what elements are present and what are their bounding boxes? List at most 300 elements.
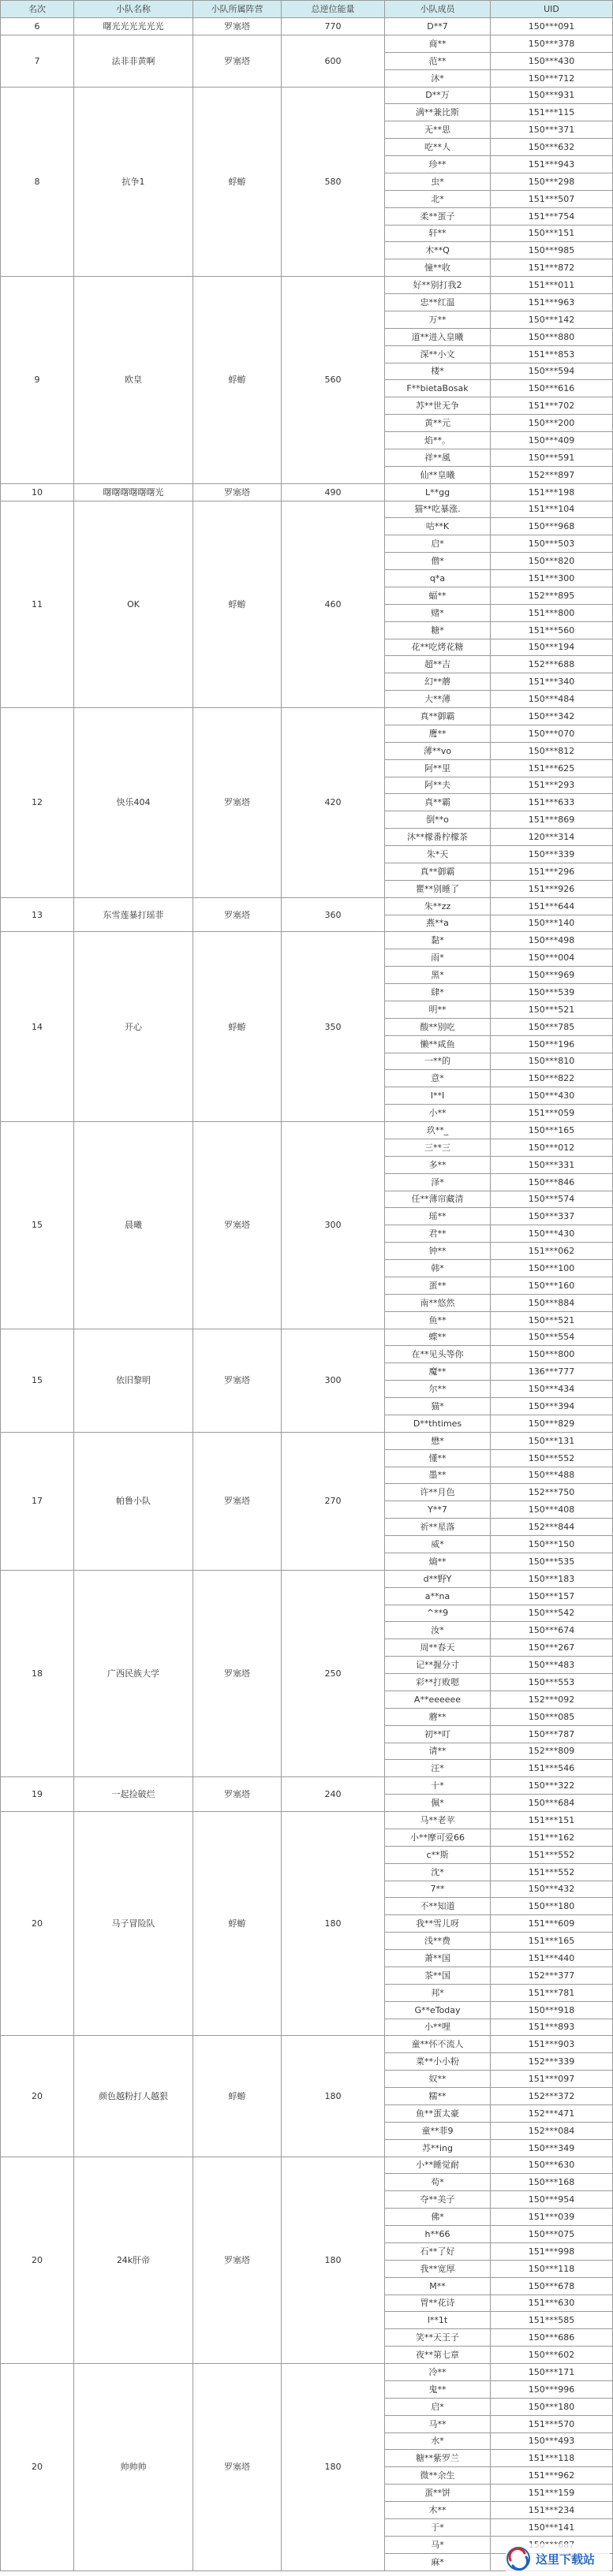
rank-cell: 15 [1, 1122, 74, 1329]
member-uid-cell: 150***322 [491, 1777, 613, 1795]
member-uid-cell: 150***267 [491, 1639, 613, 1657]
member-uid-cell: 152***339 [491, 2053, 613, 2071]
member-uid-cell: 150***594 [491, 363, 613, 381]
member-uid-cell: 151***998 [491, 2243, 613, 2261]
member-uid-cell: 151***926 [491, 881, 613, 898]
member-name-cell: 彩**打败嗯 [385, 1674, 491, 1691]
member-name-cell: 糖* [385, 622, 491, 639]
rank-cell: 19 [1, 1777, 74, 1812]
member-name-cell: 小** [385, 1105, 491, 1122]
member-name-cell: 楼* [385, 363, 491, 381]
member-uid-cell: 150***574 [491, 1191, 613, 1209]
team-name-cell: 一起捡破烂 [74, 1777, 193, 1812]
member-name-cell: 黄**元 [385, 415, 491, 432]
rank-cell: 9 [1, 277, 74, 484]
member-uid-cell: 150***829 [491, 1415, 613, 1433]
rank-cell: 7 [1, 35, 74, 88]
member-uid-cell: 150***553 [491, 1674, 613, 1691]
member-name-cell: 柔**蛋子 [385, 208, 491, 226]
member-uid-cell: 151***781 [491, 1985, 613, 2002]
member-name-cell: 瑶** [385, 1208, 491, 1225]
energy-cell: 560 [282, 277, 385, 484]
energy-cell: 270 [282, 1433, 385, 1571]
rank-cell: 20 [1, 2036, 74, 2157]
member-uid-cell: 151***800 [491, 605, 613, 622]
member-name-cell: 韩* [385, 1260, 491, 1277]
member-uid-cell: 150***521 [491, 1312, 613, 1329]
camp-cell: 蜉蝣 [193, 1812, 282, 2036]
member-uid-cell: 150***394 [491, 1398, 613, 1415]
member-uid-cell: 150***157 [491, 1588, 613, 1605]
member-name-cell: 真**御霸 [385, 863, 491, 881]
member-name-cell: 沐* [385, 70, 491, 88]
member-uid-cell: 150***542 [491, 1605, 613, 1623]
member-uid-cell: 150***100 [491, 1260, 613, 1277]
member-uid-cell: 151***853 [491, 346, 613, 363]
member-name-cell: 酸**别吃 [385, 1019, 491, 1036]
member-name-cell: 笑**天王子 [385, 2329, 491, 2347]
member-uid-cell: 150***812 [491, 743, 613, 760]
member-name-cell: 茶**国 [385, 1967, 491, 1985]
energy-cell: 460 [282, 501, 385, 709]
member-name-cell: 薄**vo [385, 743, 491, 760]
member-name-cell: 夺**美子 [385, 2191, 491, 2209]
member-uid-cell: 150***091 [491, 18, 613, 35]
member-uid-cell: 152***688 [491, 656, 613, 673]
camp-cell: 罗塞塔 [193, 898, 282, 933]
member-name-cell: 麻* [385, 2554, 491, 2571]
member-uid-cell: 150***150 [491, 1536, 613, 1553]
member-name-cell: 朱**zz [385, 898, 491, 915]
member-uid-cell: 151***609 [491, 1915, 613, 1933]
member-name-cell: 焰**。 [385, 432, 491, 449]
header-uid: UID [491, 1, 613, 18]
team-name-cell: 曙光光光光光光 [74, 18, 193, 35]
member-uid-cell: 150***552 [491, 1450, 613, 1467]
member-uid-cell: 150***180 [491, 2399, 613, 2416]
member-uid-cell: 150***822 [491, 1070, 613, 1087]
member-name-cell: 意* [385, 1070, 491, 1087]
member-name-cell: 童**怀不流人 [385, 2036, 491, 2053]
member-name-cell: D**thtimes [385, 1415, 491, 1433]
energy-cell: 180 [282, 2364, 385, 2571]
team-name-cell: 帕鲁小队 [74, 1433, 193, 1571]
energy-cell: 250 [282, 1571, 385, 1778]
member-name-cell: 一**的 [385, 1053, 491, 1071]
member-uid-cell: 150***678 [491, 2278, 613, 2295]
member-name-cell: 黏* [385, 932, 491, 949]
member-name-cell: 汪* [385, 1760, 491, 1777]
member-uid-cell: 150***800 [491, 1346, 613, 1363]
camp-cell: 罗塞塔 [193, 1571, 282, 1778]
member-name-cell: 真**霸 [385, 794, 491, 811]
camp-cell: 罗塞塔 [193, 2157, 282, 2365]
energy-cell: 350 [282, 932, 385, 1122]
member-uid-cell: 151***234 [491, 2502, 613, 2519]
member-name-cell: 鱼** [385, 1312, 491, 1329]
member-uid-cell: 150***141 [491, 2519, 613, 2537]
team-name-cell: 颜色越粉打人越狠 [74, 2036, 193, 2157]
member-name-cell: 小**哩 [385, 2019, 491, 2037]
member-uid-cell: 151***633 [491, 794, 613, 811]
member-uid-cell: 150***409 [491, 432, 613, 449]
member-uid-cell: 150***194 [491, 639, 613, 657]
member-uid-cell: 150***591 [491, 449, 613, 467]
member-name-cell: 幻**蘑 [385, 673, 491, 691]
member-name-cell: 浅**费 [385, 1933, 491, 1950]
member-uid-cell: 150***632 [491, 139, 613, 156]
member-name-cell: 明** [385, 1001, 491, 1019]
member-name-cell: 沈* [385, 1864, 491, 1881]
member-uid-cell: 150***131 [491, 1433, 613, 1450]
team-name-cell: 广西民族大学 [74, 1571, 193, 1778]
camp-cell: 蜉蝣 [193, 2036, 282, 2157]
member-name-cell: 朱*天 [385, 846, 491, 863]
member-uid-cell: 136***777 [491, 1363, 613, 1381]
member-uid-cell: 150***985 [491, 242, 613, 259]
member-uid-cell: 151***625 [491, 760, 613, 777]
member-name-cell: 猫**吃暴涨. [385, 501, 491, 519]
member-name-cell: c**斯 [385, 1847, 491, 1864]
member-name-cell: 许**月色 [385, 1484, 491, 1501]
member-name-cell: d**野Y [385, 1571, 491, 1588]
member-uid-cell: 151***893 [491, 2019, 613, 2037]
energy-cell: 180 [282, 2157, 385, 2365]
member-uid-cell: 150***142 [491, 311, 613, 329]
rank-cell: 20 [1, 1812, 74, 2036]
member-name-cell: 尔** [385, 1381, 491, 1398]
rank-cell: 8 [1, 88, 74, 278]
member-name-cell: 苏**世无争 [385, 397, 491, 415]
member-uid-cell: 151***560 [491, 622, 613, 639]
member-name-cell: 初**叮 [385, 1726, 491, 1743]
member-name-cell: 汝* [385, 1622, 491, 1639]
member-uid-cell: 152***750 [491, 1484, 613, 1501]
member-uid-cell: 150***183 [491, 1571, 613, 1588]
camp-cell: 蜉蝣 [193, 932, 282, 1122]
member-uid-cell: 150***616 [491, 380, 613, 397]
member-name-cell: 微**余生 [385, 2467, 491, 2485]
energy-cell: 490 [282, 484, 385, 501]
member-name-cell: 君** [385, 1225, 491, 1243]
member-uid-cell: 150***378 [491, 35, 613, 53]
member-uid-cell: 151***943 [491, 156, 613, 173]
member-name-cell: 马* [385, 2537, 491, 2554]
member-uid-cell: 150***337 [491, 1208, 613, 1225]
member-name-cell: 赌* [385, 605, 491, 622]
camp-cell: 罗塞塔 [193, 35, 282, 88]
camp-cell: 蜉蝣 [193, 277, 282, 484]
member-uid-cell: 151***151 [491, 1812, 613, 1829]
member-uid-cell: 150***070 [491, 725, 613, 743]
member-name-cell: 吃**人 [385, 139, 491, 156]
member-uid-cell: 150***200 [491, 415, 613, 432]
energy-cell: 300 [282, 1329, 385, 1433]
member-uid-cell: 151***340 [491, 673, 613, 691]
member-uid-cell: 150***602 [491, 2347, 613, 2364]
member-name-cell: 真**御霸 [385, 708, 491, 725]
rank-cell: 10 [1, 484, 74, 501]
member-uid-cell: 152***895 [491, 587, 613, 605]
member-uid-cell: 150***810 [491, 1053, 613, 1071]
camp-cell: 罗塞塔 [193, 18, 282, 35]
energy-cell: 240 [282, 1777, 385, 1812]
team-name-cell: OK [74, 501, 193, 709]
member-uid-cell: 150***430 [491, 1087, 613, 1105]
member-name-cell: h**66 [385, 2226, 491, 2243]
header-camp: 小队所属阵营 [193, 1, 282, 18]
member-name-cell: 虫* [385, 173, 491, 191]
member-name-cell: 珍** [385, 156, 491, 173]
member-uid-cell: 151***300 [491, 570, 613, 587]
logo-swirl-icon [506, 2546, 531, 2571]
team-name-cell: 东雪莲暴打瑶菲 [74, 898, 193, 933]
member-name-cell: 肆* [385, 984, 491, 1001]
member-uid-cell: 151***162 [491, 1829, 613, 1847]
member-name-cell: 在**见头等你 [385, 1346, 491, 1363]
team-name-cell: 开心 [74, 932, 193, 1122]
energy-cell: 420 [282, 708, 385, 898]
member-name-cell: 北* [385, 191, 491, 208]
member-uid-cell: 151***962 [491, 2467, 613, 2485]
member-uid-cell: 150***004 [491, 949, 613, 967]
rank-cell: 13 [1, 898, 74, 933]
member-name-cell: 邦* [385, 1985, 491, 2002]
member-name-cell: 咕**K [385, 518, 491, 535]
rank-cell: 6 [1, 18, 74, 35]
member-uid-cell: 151***630 [491, 2295, 613, 2313]
member-uid-cell: 150***434 [491, 1381, 613, 1398]
member-uid-cell: 150***160 [491, 1277, 613, 1295]
member-name-cell: ^**9 [385, 1605, 491, 1623]
member-uid-cell: 151***872 [491, 259, 613, 277]
member-uid-cell: 151***546 [491, 1760, 613, 1777]
member-name-cell: 燕**a [385, 915, 491, 933]
member-name-cell: 石**了好 [385, 2243, 491, 2261]
member-uid-cell: 150***180 [491, 1898, 613, 1915]
rank-cell: 15 [1, 1329, 74, 1433]
member-uid-cell: 150***171 [491, 2364, 613, 2381]
member-name-cell: 无**思 [385, 121, 491, 139]
member-uid-cell: 151***963 [491, 294, 613, 311]
camp-cell: 罗塞塔 [193, 1122, 282, 1329]
member-name-cell: 不**知道 [385, 1898, 491, 1915]
member-name-cell: 蘑** [385, 1709, 491, 1726]
team-name-cell: 帅帅帅 [74, 2364, 193, 2571]
member-uid-cell: 150***196 [491, 1036, 613, 1053]
member-uid-cell: 150***880 [491, 329, 613, 346]
member-name-cell: G**eToday [385, 2002, 491, 2019]
member-uid-cell: 152***471 [491, 2105, 613, 2123]
member-name-cell: 深**小文 [385, 346, 491, 363]
member-name-cell: 萧**国 [385, 1950, 491, 1967]
member-uid-cell: 150***488 [491, 1467, 613, 1485]
header-energy: 总逆位能量 [282, 1, 385, 18]
team-name-cell: 快乐404 [74, 708, 193, 898]
member-name-cell: 十* [385, 1777, 491, 1795]
member-name-cell: 花**吃烤花糖 [385, 639, 491, 657]
member-uid-cell: 150***712 [491, 70, 613, 88]
member-name-cell: I**I [385, 1087, 491, 1105]
member-uid-cell: 150***371 [491, 121, 613, 139]
member-name-cell: 任**薄帘藏清 [385, 1191, 491, 1209]
team-name-cell: 曙曙曙曙曙曙光 [74, 484, 193, 501]
member-name-cell: 启* [385, 535, 491, 553]
member-name-cell: M** [385, 2278, 491, 2295]
member-uid-cell: 150***168 [491, 2174, 613, 2191]
member-name-cell: 童**菲9 [385, 2123, 491, 2140]
member-uid-cell: 150***684 [491, 1795, 613, 1812]
member-name-cell: 马** [385, 2416, 491, 2433]
member-uid-cell: 150***954 [491, 2191, 613, 2209]
member-uid-cell: 151***296 [491, 863, 613, 881]
member-uid-cell: 150***085 [491, 1709, 613, 1726]
member-name-cell: 胃**花诗 [385, 2295, 491, 2313]
watermark-text: 这里下载站 [536, 2552, 596, 2567]
member-name-cell: 玖**_ [385, 1122, 491, 1139]
rank-cell: 17 [1, 1433, 74, 1571]
member-uid-cell: 152***809 [491, 1743, 613, 1761]
member-name-cell: 满**兼比斯 [385, 104, 491, 121]
member-uid-cell: 151***165 [491, 1933, 613, 1950]
energy-cell: 180 [282, 2036, 385, 2157]
member-uid-cell: 150***918 [491, 2002, 613, 2019]
member-uid-cell: 151***059 [491, 1105, 613, 1122]
member-name-cell: 僧* [385, 553, 491, 570]
member-uid-cell: 150***969 [491, 967, 613, 984]
member-name-cell: 阿**夫 [385, 777, 491, 795]
member-uid-cell: 150***498 [491, 932, 613, 949]
member-name-cell: 泽* [385, 1174, 491, 1191]
member-uid-cell: 150***674 [491, 1622, 613, 1639]
member-name-cell: 木** [385, 2502, 491, 2519]
member-uid-cell: 151***198 [491, 484, 613, 501]
member-name-cell: a**na [385, 1588, 491, 1605]
member-uid-cell: 152***844 [491, 1519, 613, 1536]
member-name-cell: 阿**里 [385, 760, 491, 777]
member-uid-cell: 151***440 [491, 1950, 613, 1967]
member-uid-cell: 152***372 [491, 2088, 613, 2105]
member-name-cell: 超**吉 [385, 656, 491, 673]
member-uid-cell: 151***011 [491, 277, 613, 294]
member-name-cell: 小**睡觉耐 [385, 2157, 491, 2175]
member-uid-cell: 150***349 [491, 2140, 613, 2157]
member-name-cell: 记**握分寸 [385, 1657, 491, 1674]
member-uid-cell: 151***115 [491, 104, 613, 121]
member-uid-cell: 151***702 [491, 397, 613, 415]
member-uid-cell: 150***012 [491, 1139, 613, 1157]
member-uid-cell: 151***585 [491, 2312, 613, 2329]
member-uid-cell: 151***552 [491, 1864, 613, 1881]
rank-cell: 18 [1, 1571, 74, 1778]
energy-cell: 300 [282, 1122, 385, 1329]
rank-cell: 11 [1, 501, 74, 709]
energy-cell: 580 [282, 88, 385, 278]
member-name-cell: 小**摩可爱66 [385, 1829, 491, 1847]
header-team-name: 小队名称 [74, 1, 193, 18]
member-name-cell: 冷** [385, 2364, 491, 2381]
member-uid-cell: 120***314 [491, 829, 613, 846]
member-name-cell: 鹰** [385, 725, 491, 743]
member-uid-cell: 150***686 [491, 2329, 613, 2347]
member-uid-cell: 150***075 [491, 2226, 613, 2243]
member-uid-cell: 150***931 [491, 88, 613, 105]
rank-cell: 20 [1, 2157, 74, 2365]
member-name-cell: 懋* [385, 1433, 491, 1450]
team-name-cell: 法非非黄啊 [74, 35, 193, 88]
member-name-cell: 轩** [385, 226, 491, 243]
member-uid-cell: 150***535 [491, 1553, 613, 1571]
member-uid-cell: 150***630 [491, 2157, 613, 2175]
member-name-cell: 魔** [385, 1363, 491, 1381]
member-name-cell: 雨* [385, 949, 491, 967]
member-name-cell: 南**悠然 [385, 1295, 491, 1312]
watermark-logo [506, 2544, 610, 2574]
member-name-cell: 糖**紫罗兰 [385, 2450, 491, 2467]
member-uid-cell: 151***507 [491, 191, 613, 208]
member-name-cell: 鱼**蛋太豪 [385, 2105, 491, 2123]
member-uid-cell: 150***342 [491, 708, 613, 725]
member-name-cell: 好**别打我2 [385, 277, 491, 294]
member-name-cell: 仙**皇曦 [385, 467, 491, 484]
member-name-cell: 于* [385, 2519, 491, 2537]
member-name-cell: 威* [385, 1536, 491, 1553]
member-name-cell: 懂** [385, 1450, 491, 1467]
team-name-cell: 抗争1 [74, 88, 193, 278]
rank-cell: 12 [1, 708, 74, 898]
member-uid-cell: 150***430 [491, 1225, 613, 1243]
camp-cell: 罗塞塔 [193, 1433, 282, 1571]
member-uid-cell: 150***554 [491, 1329, 613, 1347]
member-name-cell: 忠**红温 [385, 294, 491, 311]
camp-cell: 罗塞塔 [193, 2364, 282, 2571]
member-uid-cell: 150***430 [491, 53, 613, 70]
member-uid-cell: 150***483 [491, 1657, 613, 1674]
member-name-cell: 商** [385, 35, 491, 53]
team-name-cell: 依旧黎明 [74, 1329, 193, 1433]
energy-cell: 180 [282, 1812, 385, 2036]
member-uid-cell: 150***408 [491, 1501, 613, 1519]
member-name-cell: 请** [385, 1743, 491, 1761]
member-uid-cell: 150***996 [491, 2381, 613, 2399]
member-uid-cell: 150***539 [491, 984, 613, 1001]
member-name-cell: 周**春天 [385, 1639, 491, 1657]
member-name-cell: 范** [385, 53, 491, 70]
member-name-cell: 水* [385, 2433, 491, 2451]
member-name-cell: 菜**小小粉 [385, 2053, 491, 2071]
member-uid-cell: 152***897 [491, 467, 613, 484]
member-uid-cell: 150***298 [491, 173, 613, 191]
member-name-cell: 猫* [385, 1398, 491, 1415]
member-name-cell: 7** [385, 1881, 491, 1899]
camp-cell: 蜉蝣 [193, 501, 282, 709]
member-name-cell: 鬼** [385, 2381, 491, 2399]
member-uid-cell: 150***331 [491, 1157, 613, 1174]
header-members: 小队成员 [385, 1, 491, 18]
team-name-cell: 马子冒险队 [74, 1812, 193, 2036]
member-uid-cell: 152***377 [491, 1967, 613, 1985]
rank-cell: 20 [1, 2364, 74, 2571]
member-name-cell: 蝶** [385, 1329, 491, 1347]
member-uid-cell: 151***754 [491, 208, 613, 226]
member-uid-cell: 150***151 [491, 226, 613, 243]
member-uid-cell: 152***092 [491, 1691, 613, 1709]
member-uid-cell: 151***903 [491, 2036, 613, 2053]
member-name-cell: L**gg [385, 484, 491, 501]
member-uid-cell: 152***084 [491, 2123, 613, 2140]
member-uid-cell: 150***846 [491, 1174, 613, 1191]
member-name-cell: Y**7 [385, 1501, 491, 1519]
